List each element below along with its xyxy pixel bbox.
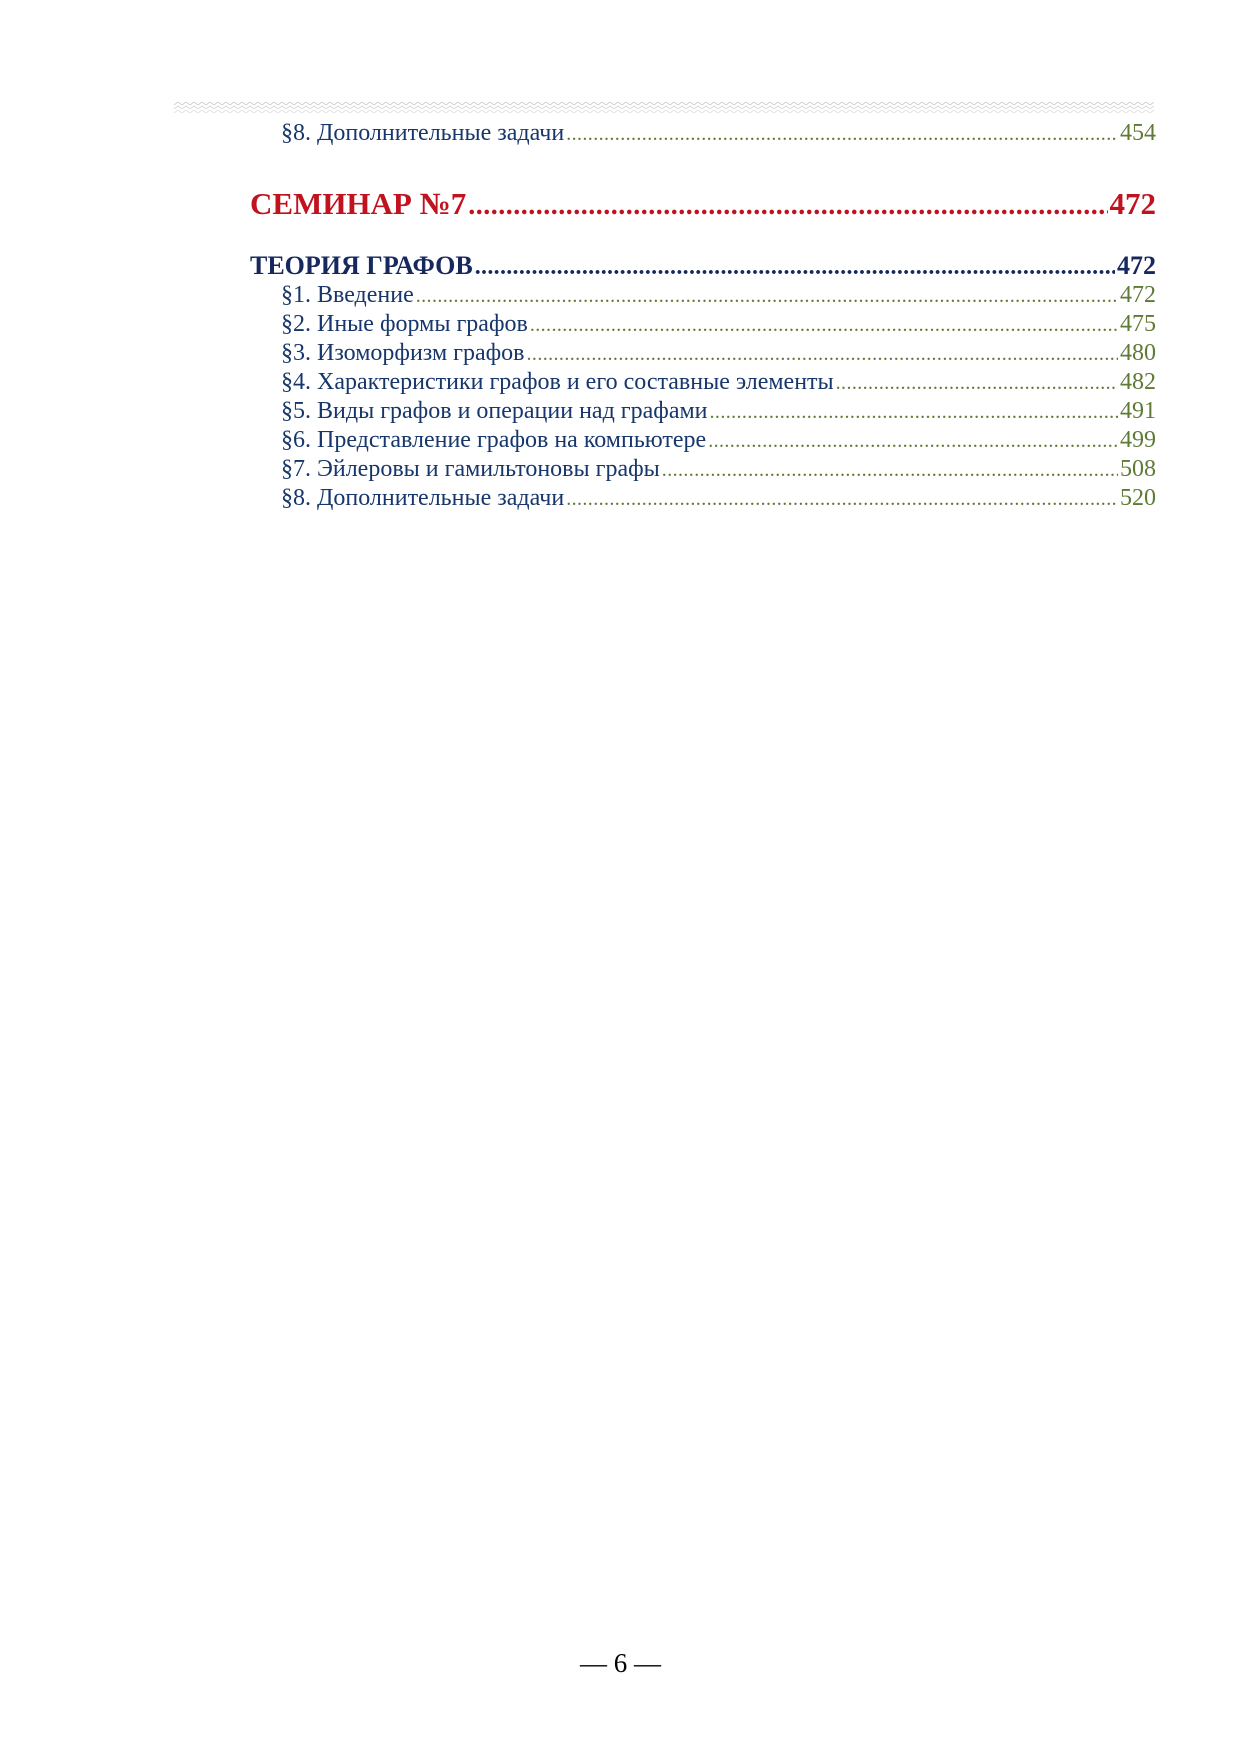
toc-entry-page: 482 bbox=[1120, 369, 1156, 395]
toc-entry-label: §7. Эйлеровы и гамильтоновы графы bbox=[281, 456, 660, 482]
dot-leader bbox=[527, 343, 1118, 366]
page-number: — 6 — bbox=[580, 1648, 661, 1678]
header-ornament bbox=[174, 102, 1154, 114]
chapter-title: ТЕОРИЯ ГРАФОВ bbox=[250, 251, 473, 280]
dot-leader bbox=[566, 488, 1118, 511]
toc-entry-label: §5. Виды графов и операции над графами bbox=[281, 398, 708, 424]
toc-entry-section-4[interactable] bbox=[281, 369, 1156, 398]
toc-entry-section-2[interactable] bbox=[281, 311, 1156, 340]
toc-entry-section-3[interactable] bbox=[281, 340, 1156, 369]
toc-entry-page: 491 bbox=[1120, 398, 1156, 424]
toc-entry-section-6[interactable] bbox=[281, 427, 1156, 456]
toc-entry-prev-section[interactable] bbox=[281, 120, 1156, 149]
toc-entry-section-1[interactable] bbox=[281, 282, 1156, 311]
toc-entry-section-8[interactable] bbox=[281, 485, 1156, 514]
dot-leader bbox=[566, 123, 1118, 146]
seminar-title: СЕМИНАР №7 bbox=[250, 186, 467, 221]
toc-entry-page: 499 bbox=[1120, 427, 1156, 453]
toc-entry-page: 480 bbox=[1120, 340, 1156, 366]
toc-entry-label: §3. Изоморфизм графов bbox=[281, 340, 525, 366]
seminar-page: 472 bbox=[1109, 186, 1156, 221]
dot-leader bbox=[416, 285, 1118, 308]
toc-entry-page: 508 bbox=[1120, 456, 1156, 482]
toc-entry-label: §1. Введение bbox=[281, 282, 414, 308]
dot-leader bbox=[836, 372, 1118, 395]
chapter-page: 472 bbox=[1117, 251, 1156, 280]
toc-entry-label: §4. Характеристики графов и его составные элементы bbox=[281, 369, 834, 395]
toc-entry-label: §8. Дополнительные задачи bbox=[281, 485, 565, 511]
toc-entry-label: §8. Дополнительные задачи bbox=[281, 120, 565, 146]
toc-entry-page: 472 bbox=[1120, 282, 1156, 308]
toc-entry-section-5[interactable] bbox=[281, 398, 1156, 427]
toc-entry-section-7[interactable] bbox=[281, 456, 1156, 485]
toc-entry-page: 520 bbox=[1120, 485, 1156, 511]
dot-leader bbox=[708, 430, 1118, 453]
toc-entry-page: 454 bbox=[1120, 120, 1156, 146]
toc-entry-seminar[interactable] bbox=[250, 186, 1156, 228]
dot-leader bbox=[475, 254, 1115, 281]
toc-entry-label: §2. Иные формы графов bbox=[281, 311, 528, 337]
toc-entry-chapter[interactable] bbox=[250, 251, 1156, 285]
dot-leader bbox=[468, 190, 1107, 222]
dot-leader bbox=[530, 314, 1118, 337]
toc-entry-label: §6. Представление графов на компьютере bbox=[281, 427, 707, 453]
dot-leader bbox=[710, 401, 1118, 424]
toc-entry-page: 475 bbox=[1120, 311, 1156, 337]
dot-leader bbox=[662, 459, 1118, 482]
